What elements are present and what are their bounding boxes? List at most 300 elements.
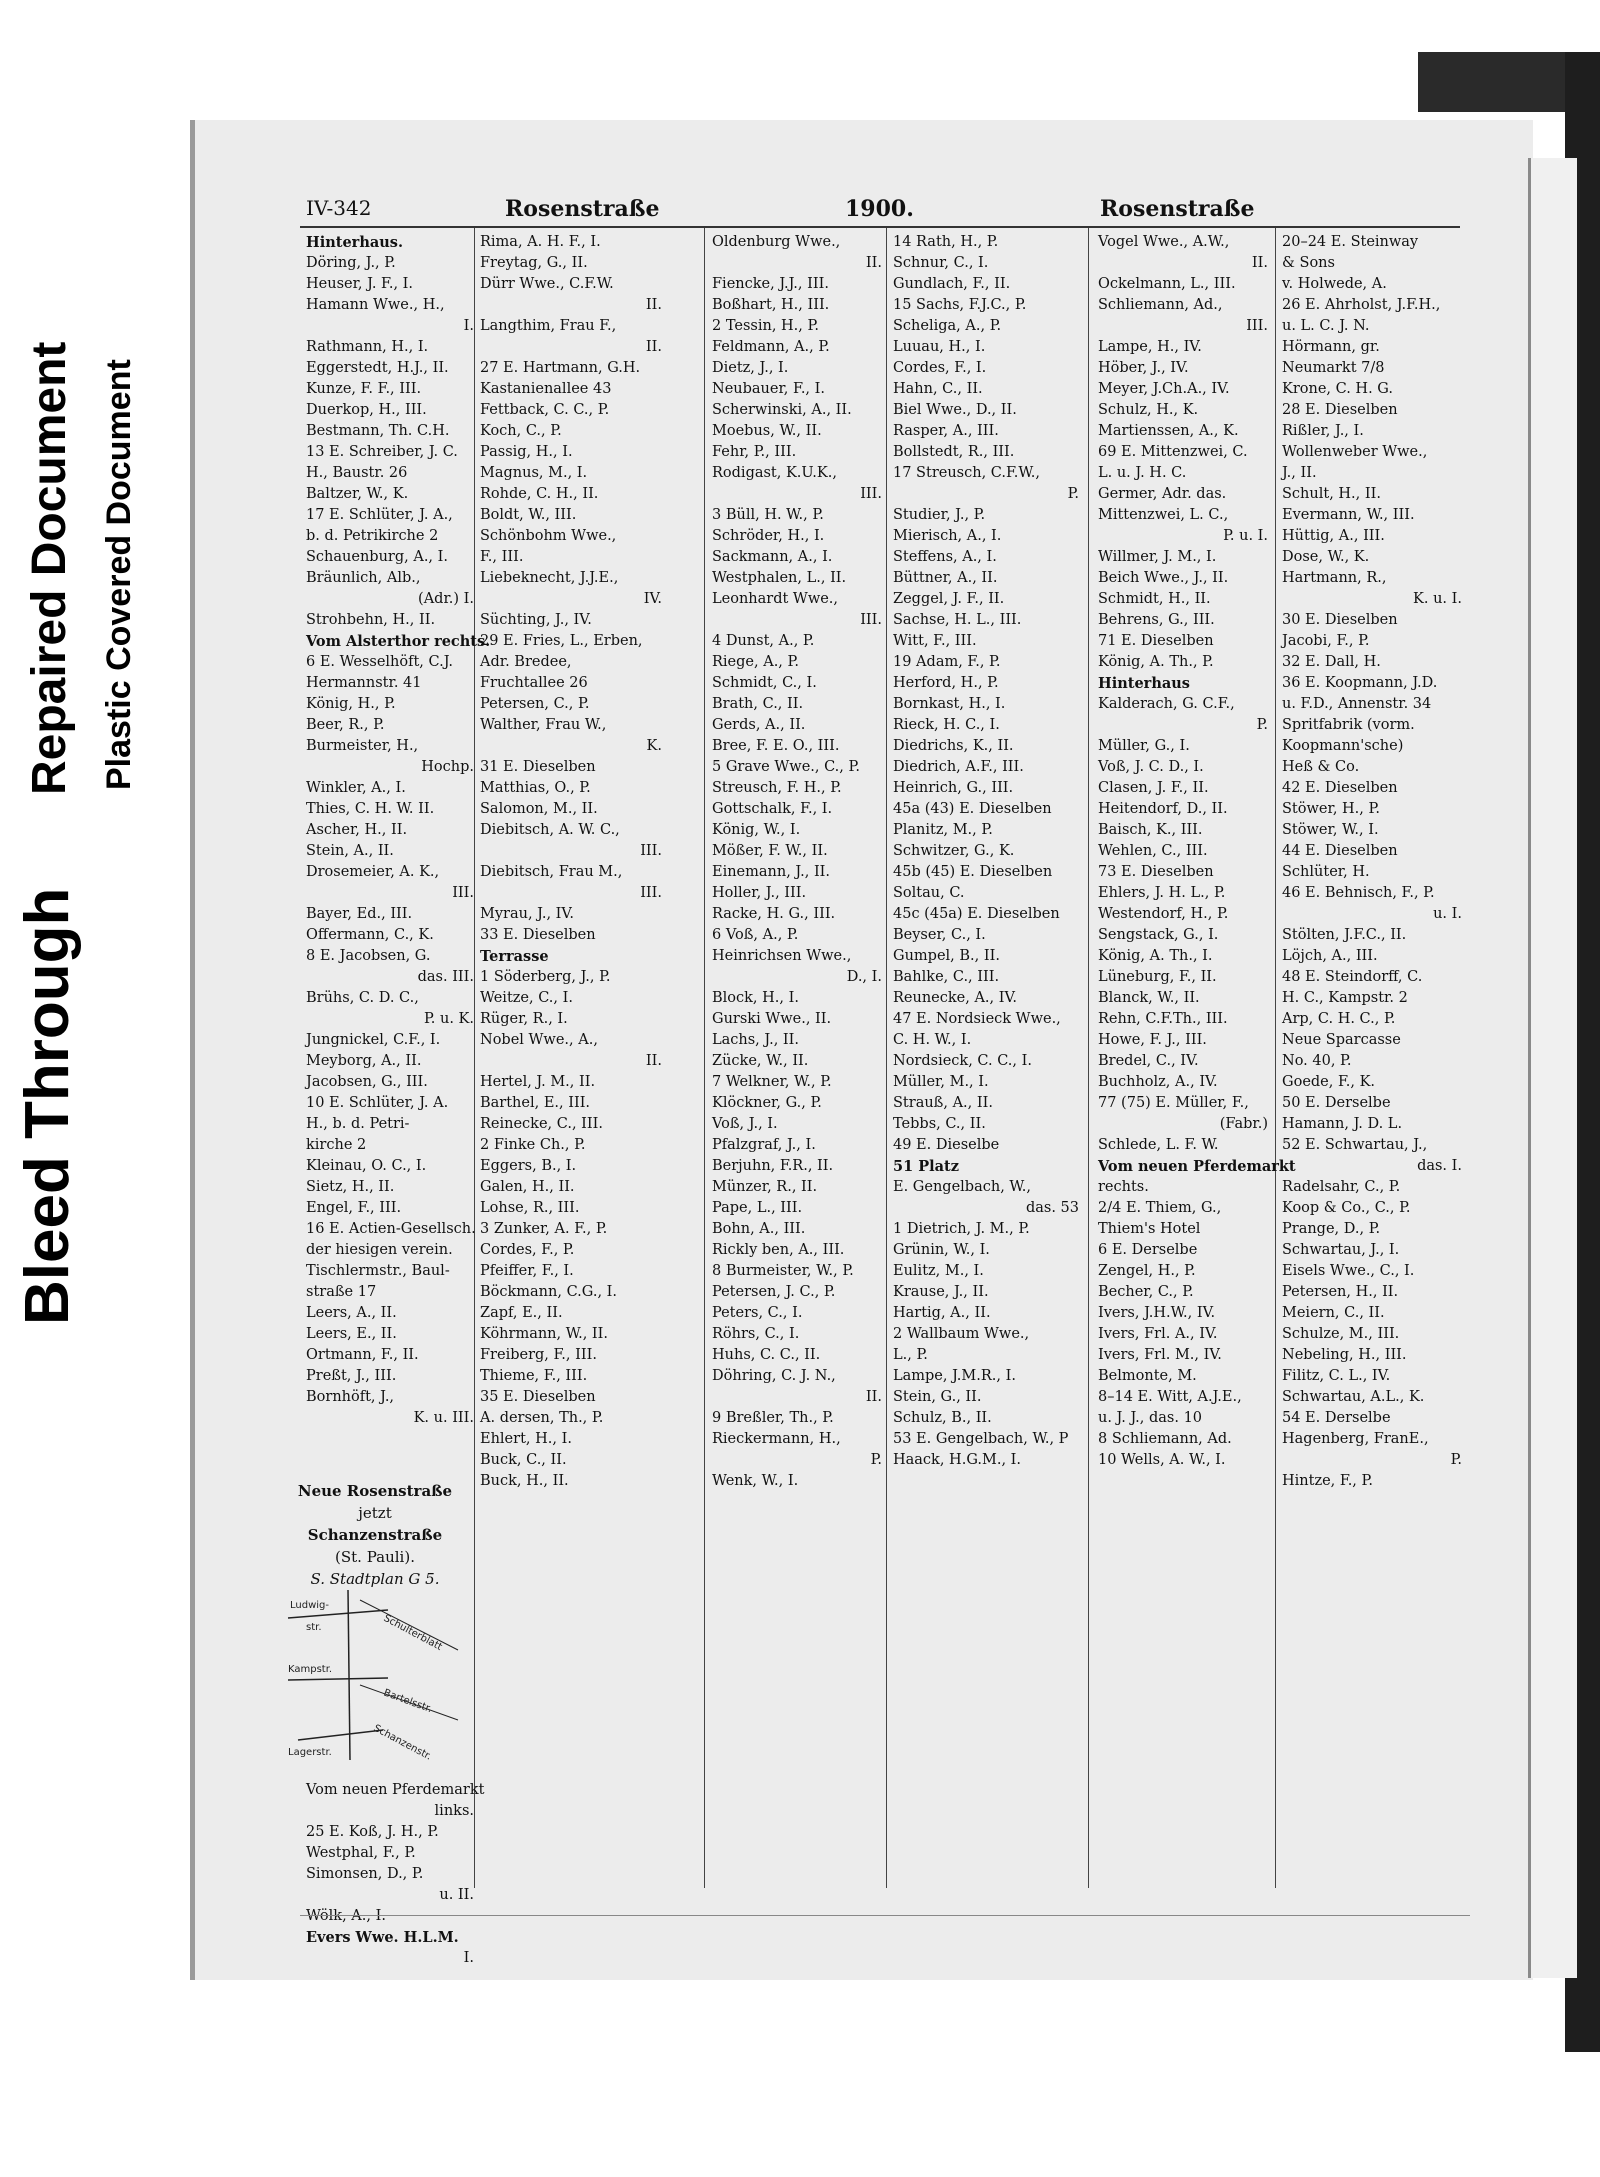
entry: 25 E. Koß, J. H., P. [306,1824,439,1840]
directory-entry: Rehn, C.F.Th., III. [1098,1011,1228,1027]
directory-entry: E. Gengelbach, W., [893,1179,1031,1195]
directory-entry: Döhring, C. J. N., [712,1368,836,1384]
directory-entry: Bestmann, Th. C.H. [306,423,450,439]
directory-entry: 3 Zunker, A. F., P. [480,1221,608,1237]
directory-entry: P. u. K. [423,1011,474,1027]
directory-entry: Becher, C., P. [1098,1284,1194,1300]
directory-entry: Röhrs, C., I. [712,1326,800,1342]
directory-entry: Rodigast, K.U.K., [712,465,837,481]
note-new-name: Schanzenstraße [307,1526,443,1544]
directory-entry: Rieckermann, H., [712,1431,841,1447]
directory-entry: Schwartau, A.L., K. [1282,1389,1425,1405]
directory-entry: Vogel Wwe., A.W., [1098,234,1230,250]
directory-entry: Schwitzer, G., K. [893,843,1015,859]
directory-entry: Ockelmann, L., III. [1098,276,1236,292]
column-divider [474,228,475,1888]
directory-entry: Rathmann, H., I. [306,339,429,355]
street-heading-right: Rosenstraße [1100,196,1255,222]
directory-entry: Petersen, J. C., P. [712,1284,836,1300]
directory-entry: Grünin, W., I. [893,1242,990,1258]
document-condition-stamp [0,0,200,1400]
directory-entry: 3 Büll, H. W., P. [712,507,824,523]
directory-entry: straße 17 [306,1284,377,1300]
directory-entry: Lampe, J.M.R., I. [893,1368,1016,1384]
directory-entry: III. [860,612,882,628]
directory-entry: Ortmann, F., II. [306,1347,419,1363]
directory-entry: Berjuhn, F.R., II. [712,1158,834,1174]
directory-entry: Rima, A. H. F., I. [480,234,601,250]
directory-entry: Eulitz, M., I. [893,1263,984,1279]
directory-entry: König, A. Th., P. [1098,654,1214,670]
directory-entry: 8 Schliemann, Ad. [1098,1431,1232,1447]
directory-entry: Strauß, A., II. [893,1095,993,1111]
directory-entry: P. u. I. [1223,528,1268,544]
directory-entry: Fiencke, J.J., III. [712,276,829,292]
directory-entry: Bornkast, H., I. [893,696,1006,712]
directory-entry: 19 Adam, F., P. [893,654,1001,670]
next-page-edge [1528,158,1577,1978]
map-label: Bartelsstr. [381,1687,434,1716]
directory-entry: Jacobsen, G., III. [306,1074,428,1090]
page-bottom-rule [300,1915,1470,1916]
directory-entry: Dose, W., K. [1282,549,1370,565]
directory-entry: Magnus, M., I. [480,465,588,481]
directory-entry: 42 E. Dieselben [1282,780,1398,796]
directory-entry: u. F.D., Annenstr. 34 [1282,696,1432,712]
directory-entry: Döring, J., P. [306,255,396,271]
directory-entry: Schlüter, H. [1282,864,1370,880]
directory-column-3 [712,232,882,1492]
street-rename-note [280,1480,470,1590]
directory-entry: I. [463,318,474,334]
directory-entry: Rieck, H. C., I. [893,717,1000,733]
directory-entry: Rüger, R., I. [480,1011,568,1027]
directory-entry: Witt, F., III. [893,633,977,649]
directory-entry: 15 Sachs, F.J.C., P. [893,297,1027,313]
directory-entry: K. u. III. [413,1410,474,1426]
map-label: Kampstr. [288,1664,333,1675]
directory-entry: Hahn, C., II. [893,381,983,397]
directory-entry: Krone, C. H. G. [1282,381,1393,397]
directory-entry: 8–14 E. Witt, A.J.E., [1098,1389,1242,1405]
directory-entry: Leers, A., II. [306,1305,397,1321]
directory-entry: Meyer, J.Ch.A., IV. [1098,381,1230,397]
directory-entry: 77 (75) E. Müller, F., [1098,1095,1249,1111]
directory-entry: 29 E. Fries, L., Erben, [480,633,643,649]
directory-entry: Luuau, H., I. [893,339,986,355]
directory-entry: Heß & Co. [1282,759,1360,775]
directory-entry: Walther, Frau W., [480,717,607,733]
directory-entry: H., Baustr. 26 [306,465,408,481]
directory-entry: Bornhöft, J., [306,1389,395,1405]
directory-entry: Kalderach, G. C.F., [1098,696,1235,712]
directory-entry: Eggers, B., I. [480,1158,577,1174]
directory-entry: Schulze, M., III. [1282,1326,1400,1342]
directory-entry: 17 E. Schlüter, J. A., [306,507,453,523]
directory-entry: III. [860,486,882,502]
directory-entry: H., b. d. Petri- [306,1116,410,1132]
directory-entry: Petersen, H., II. [1282,1284,1399,1300]
directory-entry: II. [865,255,882,271]
directory-entry: 10 E. Schlüter, J. A. [306,1095,449,1111]
directory-entry: Moebus, W., II. [712,423,822,439]
directory-entry: Hartmann, R., [1282,570,1387,586]
directory-entry: 45a (43) E. Dieselben [893,801,1052,817]
directory-entry: F., III. [480,549,524,565]
directory-entry: 13 E. Schreiber, J. C. [306,444,458,460]
directory-entry: Koch, C., P. [480,423,562,439]
directory-entry: Leers, E., II. [306,1326,397,1342]
directory-entry: Lampe, H., IV. [1098,339,1202,355]
directory-entry: Leonhardt Wwe., [712,591,839,607]
directory-entry: Engel, F., III. [306,1200,402,1216]
directory-entry: Oldenburg Wwe., [712,234,841,250]
entry: Westphal, F., P. [306,1845,416,1861]
directory-entry: Neumarkt 7/8 [1282,360,1385,376]
directory-entry: Voß, J. C. D., I. [1098,759,1204,775]
directory-entry: Stöwer, W., I. [1282,822,1379,838]
directory-entry: Block, H., I. [712,990,799,1006]
directory-entry: Zapf, E., II. [480,1305,563,1321]
directory-entry: Hermannstr. 41 [306,675,422,691]
directory-entry: Wollenweber Wwe., [1282,444,1428,460]
directory-entry: Vom neuen Pferdemarkt [1098,1158,1296,1175]
directory-entry: Müller, M., I. [893,1074,989,1090]
directory-entry: Hamann Wwe., H., [306,297,445,313]
directory-entry: Stein, A., II. [306,843,394,859]
directory-entry: Schmidt, H., II. [1098,591,1211,607]
entry: Vom neuen Pferdemarkt [306,1782,485,1798]
directory-entry: Ehlers, J. H. L., P. [1098,885,1226,901]
directory-entry: Duerkop, H., III. [306,402,427,418]
directory-column-5 [1098,232,1296,1471]
directory-entry: Spritfabrik (vorm. [1282,717,1415,733]
directory-entry: 6 Voß, A., P. [712,927,799,943]
directory-entry: II. [645,297,662,313]
directory-entry: Neue Sparcasse [1282,1032,1401,1048]
directory-entry: Scherwinski, A., II. [712,402,852,418]
directory-entry: Hinterhaus. [306,234,404,251]
directory-entry: Köhrmann, W., II. [480,1326,608,1342]
directory-entry: kirche 2 [306,1137,367,1153]
directory-entry: 5 Grave Wwe., C., P. [712,759,860,775]
directory-entry: Pape, L., III. [712,1200,803,1216]
directory-entry: Holler, J., III. [712,885,807,901]
directory-entry: Mößer, F. W., II. [712,843,828,859]
map-label: Schulterblatt [381,1612,444,1653]
directory-entry: Gottschalk, F., I. [712,801,833,817]
directory-entry: Drosemeier, A. K., [306,864,440,880]
directory-entry: Bollstedt, R., III. [893,444,1015,460]
directory-entry: Boßhart, H., III. [712,297,830,313]
directory-entry: Planitz, M., P. [893,822,993,838]
directory-entry: Dietz, J., I. [712,360,789,376]
directory-entry: 47 E. Nordsieck Wwe., [893,1011,1061,1027]
directory-entry: 71 E. Dieselben [1098,633,1214,649]
directory-entry: II. [865,1389,882,1405]
column-divider [704,228,705,1888]
directory-entry: Riege, A., P. [712,654,799,670]
directory-entry: Koopmann'sche) [1282,738,1404,754]
directory-entry: Böckmann, C.G., I. [480,1284,617,1300]
directory-column-6 [1282,232,1462,1492]
directory-entry: Buchholz, A., IV. [1098,1074,1218,1090]
directory-entry: III. [452,885,474,901]
directory-entry: Martienssen, A., K. [1098,423,1239,439]
directory-entry: Lohse, R., III. [480,1200,580,1216]
directory-entry: Germer, Adr. das. [1098,486,1227,502]
directory-entry: Bohn, A., III. [712,1221,806,1237]
directory-entry: Evermann, W., III. [1282,507,1415,523]
directory-entry: 4 Dunst, A., P. [712,633,815,649]
directory-entry: Ehlert, H., I. [480,1431,572,1447]
directory-entry: II. [645,339,662,355]
directory-entry: Kleinau, O. C., I. [306,1158,427,1174]
directory-entry: Sietz, H., II. [306,1179,395,1195]
entry: Wölk, A., I. [306,1908,386,1924]
directory-entry: 54 E. Derselbe [1282,1410,1391,1426]
directory-entry: Wehlen, C., III. [1098,843,1208,859]
entry: Simonsen, D., P. [306,1866,424,1882]
entry: u. II. [439,1887,474,1903]
directory-entry: Bräunlich, Alb., [306,570,421,586]
directory-entry: Reinecke, C., III. [480,1116,603,1132]
directory-entry: 32 E. Dall, H. [1282,654,1381,670]
directory-entry: Höber, J., IV. [1098,360,1189,376]
directory-entry: das. 53 [1025,1200,1079,1216]
directory-entry: Schönbohm Wwe., [480,528,617,544]
directory-entry: Vom Alsterthor rechts. [306,633,491,650]
directory-entry: Müller, G., I. [1098,738,1190,754]
directory-entry: Tebbs, C., II. [893,1116,986,1132]
directory-entry: H. C., Kampstr. 2 [1282,990,1408,1006]
directory-entry: Mierisch, A., I. [893,528,1002,544]
directory-entry: 10 Wells, A. W., I. [1098,1452,1226,1468]
map-label: Ludwig- [290,1600,329,1611]
directory-entry: Willmer, J. M., I. [1098,549,1217,565]
directory-entry: 48 E. Steindorff, C. [1282,969,1423,985]
directory-entry: Baltzer, W., K. [306,486,409,502]
directory-entry: Bredel, C., IV. [1098,1053,1199,1069]
directory-entry: Bree, F. E. O., III. [712,738,840,754]
directory-entry: Schliemann, Ad., [1098,297,1223,313]
directory-entry: Rickly ben, A., III. [712,1242,845,1258]
directory-entry: Burmeister, H., [306,738,419,754]
directory-entry: Arp, C. H. C., P. [1282,1011,1396,1027]
directory-entry: Zeggel, J. F., II. [893,591,1005,607]
directory-entry: Hüttig, A., III. [1282,528,1385,544]
directory-entry: Neubauer, F., I. [712,381,825,397]
directory-entry: b. d. Petrikirche 2 [306,528,439,544]
directory-entry: u. J. J., das. 10 [1098,1410,1203,1426]
directory-entry: Thiem's Hotel [1098,1221,1201,1237]
directory-entry: Mittenzwei, L. C., [1098,507,1229,523]
directory-entry: Goede, F., K. [1282,1074,1376,1090]
directory-entry: J., II. [1282,465,1317,481]
note-title: Neue Rosenstraße [297,1482,453,1500]
directory-entry: Streusch, F. H., P. [712,780,842,796]
directory-entry: Clasen, J. F., II. [1098,780,1209,796]
directory-entry: 35 E. Dieselben [480,1389,596,1405]
directory-entry: Süchting, J., IV. [480,612,592,628]
map-label: Schanzenstr. [371,1722,434,1763]
directory-entry: Hinterhaus [1098,675,1190,692]
directory-entry: Baisch, K., III. [1098,822,1203,838]
directory-entry: Heinrichsen Wwe., [712,948,852,964]
directory-entry: Tischlermstr., Baul- [306,1263,450,1279]
directory-entry: 30 E. Dieselben [1282,612,1398,628]
directory-entry: Diebitsch, A. W. C., [480,822,620,838]
directory-entry: K. [646,738,662,754]
directory-entry: Stöwer, H., P. [1282,801,1380,817]
map-street-line [298,1730,383,1740]
street-map-sketch [288,1590,468,1765]
directory-entry: Rißler, J., I. [1282,423,1364,439]
directory-column-4 [893,232,1079,1471]
directory-entry: Hertel, J. M., II. [480,1074,596,1090]
directory-entry: Ascher, H., II. [306,822,408,838]
directory-entry: 73 E. Dieselben [1098,864,1214,880]
year-heading: 1900. [845,196,914,222]
directory-entry: König, W., I. [712,822,801,838]
directory-entry: Howe, F. J., III. [1098,1032,1207,1048]
directory-entry: C. H. W., I. [893,1032,972,1048]
directory-entry: 8 Burmeister, W., P. [712,1263,854,1279]
directory-entry: Lachs, J., II. [712,1032,799,1048]
directory-entry: Schröder, H., I. [712,528,825,544]
street-heading-left: Rosenstraße [505,196,660,222]
directory-entry: Peters, C., I. [712,1305,803,1321]
directory-entry: Diebitsch, Frau M., [480,864,623,880]
directory-entry: Hagenberg, FranE., [1282,1431,1429,1447]
directory-entry: Offermann, C., K. [306,927,434,943]
directory-entry: Westphalen, L., II. [712,570,847,586]
directory-entry: 17 Streusch, C.F.W., [893,465,1040,481]
directory-entry: Winkler, A., I. [306,780,406,796]
directory-entry: Thies, C. H. W. II. [306,801,435,817]
column-divider [1275,228,1276,1888]
directory-entry: 45c (45a) E. Dieselben [893,906,1060,922]
directory-entry: Preßt, J., III. [306,1368,397,1384]
map-label: str. [306,1622,322,1633]
directory-entry: II. [1251,255,1268,271]
directory-entry: Pfeiffer, F., I. [480,1263,574,1279]
directory-entry: 33 E. Dieselben [480,927,596,943]
directory-entry: 1 Söderberg, J., P. [480,969,611,985]
directory-entry: Filitz, C. L., IV. [1282,1368,1391,1384]
directory-entry: P. [1067,486,1079,502]
directory-entry: Biel Wwe., D., II. [893,402,1017,418]
directory-entry: Münzer, R., II. [712,1179,818,1195]
directory-entry: Hamann, J. D. L. [1282,1116,1403,1132]
directory-entry: Racke, H. G., III. [712,906,836,922]
directory-entry: Langthim, Frau F., [480,318,617,334]
directory-entry: Wenk, W., I. [712,1473,799,1489]
bleed-through-label: Bleed Through [13,887,82,1325]
directory-entry: Stein, G., II. [893,1389,982,1405]
directory-entry: (Adr.) I. [418,591,474,607]
directory-entry: Fruchtallee 26 [480,675,588,691]
directory-entry: Ivers, J.H.W., IV. [1098,1305,1216,1321]
directory-entry: 1 Dietrich, J. M., P. [893,1221,1030,1237]
directory-entry: Cordes, F., P. [480,1242,575,1258]
directory-entry: 26 E. Ahrholst, J.F.H., [1282,297,1441,313]
directory-entry: III. [1246,318,1268,334]
column-divider [886,228,887,1888]
directory-entry: Passig, H., I. [480,444,573,460]
directory-entry: Gurski Wwe., II. [712,1011,832,1027]
directory-entry: Blanck, W., II. [1098,990,1200,1006]
directory-entry: Hartig, A., II. [893,1305,991,1321]
directory-entry: 49 E. Dieselbe [893,1137,1000,1153]
map-label: Lagerstr. [288,1747,332,1758]
directory-entry: Bayer, Ed., III. [306,906,413,922]
directory-entry: 53 E. Gengelbach, W., P [893,1431,1069,1447]
directory-entry: Matthias, O., P. [480,780,591,796]
directory-entry: & Sons [1282,255,1335,271]
directory-entry: Eggerstedt, H.J., II. [306,360,449,376]
directory-entry: 69 E. Mittenzwei, C. [1098,444,1248,460]
directory-entry: Ivers, Frl. M., IV. [1098,1347,1222,1363]
directory-entry: Studier, J., P. [893,507,986,523]
column-divider [1088,228,1089,1888]
directory-entry: 2/4 E. Thiem, G., [1098,1200,1222,1216]
directory-entry: III. [640,885,662,901]
directory-entry: Sengstack, G., I. [1098,927,1219,943]
directory-entry: Feldmann, A., P. [712,339,830,355]
directory-entry: IV. [643,591,662,607]
directory-entry: Diedrichs, K., II. [893,738,1014,754]
directory-entry: 36 E. Koopmann, J.D. [1282,675,1438,691]
directory-entry: Soltau, C. [893,885,965,901]
directory-entry: Adr. Bredee, [480,654,572,670]
note-district: (St. Pauli). [335,1548,415,1566]
directory-entry: Dürr Wwe., C.F.W. [480,276,614,292]
directory-entry: Meiern, C., II. [1282,1305,1385,1321]
directory-entry: Hörmann, gr. [1282,339,1380,355]
directory-entry: Gumpel, B., II. [893,948,1000,964]
directory-entry: P. [870,1452,882,1468]
directory-entry: Zengel, H., P. [1098,1263,1196,1279]
directory-entry: Freytag, G., II. [480,255,588,271]
directory-entry: Brühs, C. D. C., [306,990,419,1006]
directory-entry: Schult, H., II. [1282,486,1381,502]
directory-entry: Löjch, A., III. [1282,948,1378,964]
directory-entry: II. [645,1053,662,1069]
directory-column-1 [306,232,491,1429]
directory-entry: L. u. J. H. C. [1098,465,1187,481]
directory-entry: Huhs, C. C., II. [712,1347,821,1363]
directory-entry: Nobel Wwe., A., [480,1032,598,1048]
directory-entry: Terrasse [480,948,549,965]
directory-entry: der hiesigen verein. [306,1242,453,1258]
directory-entry: K. u. I. [1413,591,1462,607]
directory-entry: Liebeknecht, J.J.E., [480,570,619,586]
plastic-covered-label: Plastic Covered Document [100,359,138,790]
directory-entry: 44 E. Dieselben [1282,843,1398,859]
directory-entry: Beich Wwe., J., II. [1098,570,1229,586]
directory-entry: Eisels Wwe., C., I. [1282,1263,1415,1279]
directory-entry: 2 Wallbaum Wwe., [893,1326,1030,1342]
directory-entry: 52 E. Schwartau, J., [1282,1137,1428,1153]
directory-entry: Schlede, L. F. W. [1098,1137,1219,1153]
directory-entry: 28 E. Dieselben [1282,402,1398,418]
directory-entry: Sackmann, A., I. [712,549,833,565]
directory-entry: 46 E. Behnisch, F., P. [1282,885,1435,901]
directory-entry: Gundlach, F., II. [893,276,1011,292]
directory-entry: Buck, C., II. [480,1452,567,1468]
directory-entry: Scheliga, A., P. [893,318,1002,334]
